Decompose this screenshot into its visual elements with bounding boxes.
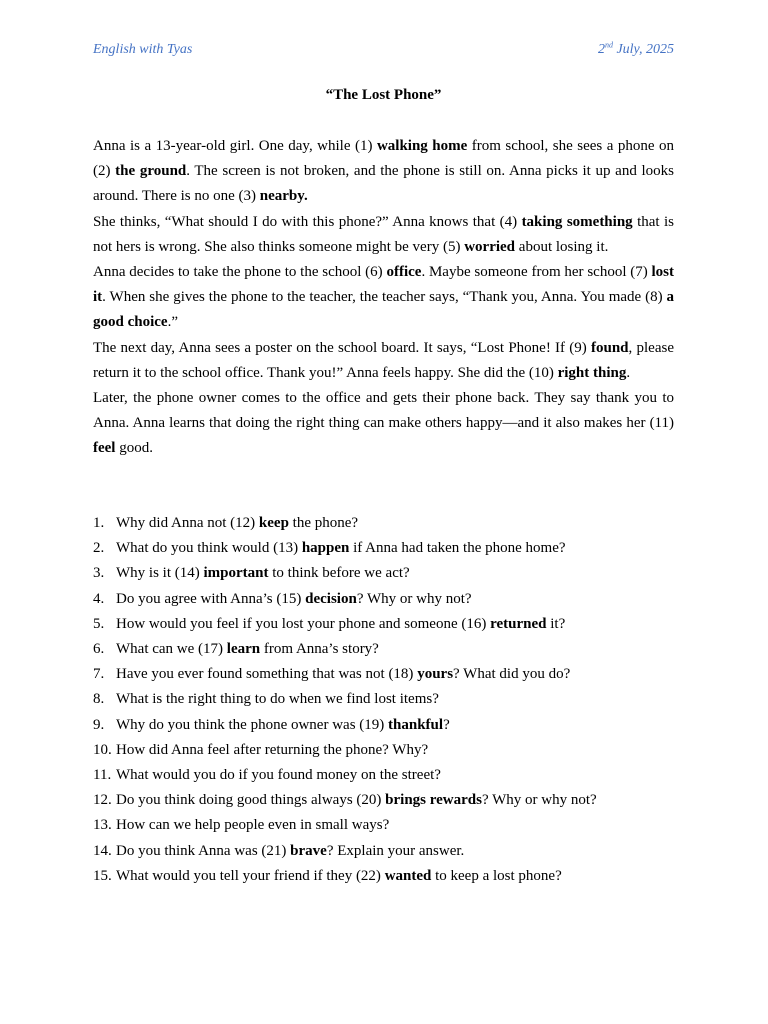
question-item	[93, 662, 674, 687]
text-run: ? What did you do?	[453, 666, 571, 683]
question-number: 6.	[93, 641, 105, 658]
question-number: 13.	[93, 817, 112, 834]
bold-term: brave	[290, 842, 327, 859]
text-run: How can we help people even in small ways?	[116, 817, 390, 834]
text-run: .	[626, 364, 631, 381]
question-item	[93, 536, 674, 561]
question-number: 2.	[93, 540, 105, 557]
bold-term: important	[203, 565, 269, 582]
text-run: What do you think would (13)	[116, 540, 302, 557]
question-item	[93, 788, 674, 813]
date-suffix: nd	[604, 40, 613, 50]
question-number: 10.	[93, 741, 112, 758]
text-run: good.	[115, 440, 153, 457]
text-run: How would you feel if you lost your phone and someone (16)	[116, 615, 491, 632]
text-run: to keep a lost phone?	[431, 867, 562, 884]
text-run: What would you tell your friend if they (22)	[116, 867, 385, 884]
question-item	[93, 511, 674, 536]
question-item	[93, 612, 674, 637]
text-run: Do you think doing good things always (20)	[116, 792, 386, 809]
bold-term: lost it	[93, 264, 675, 306]
text-run: Why is it (14)	[116, 565, 204, 582]
bold-term: keep	[258, 515, 289, 531]
question-number: 3.	[93, 565, 105, 582]
text-run: .”	[167, 314, 178, 331]
date-rest: July, 2025	[612, 42, 674, 57]
text-run: Do you think Anna was (21)	[116, 842, 291, 859]
bold-term: nearby.	[259, 188, 308, 205]
header-date	[598, 42, 674, 58]
text-run: What would you do if you found money on the street?	[116, 767, 441, 784]
question-number: 4.	[93, 590, 105, 607]
text-run: if Anna had taken the phone home?	[349, 540, 566, 557]
question-item	[93, 839, 674, 864]
page-header	[93, 42, 674, 60]
text-run: She thinks, “What should I do with this phone?” Anna knows that (4)	[93, 213, 522, 230]
bold-term: yours	[417, 666, 454, 683]
text-run: ?	[443, 716, 450, 733]
bold-term: right thing	[557, 364, 627, 381]
text-run: ? Why or why not?	[356, 590, 472, 607]
text-run: . When she gives the phone to the teacher, the teacher says, “Thank you, Anna. You made (8)	[102, 289, 667, 306]
bold-term: worried	[464, 238, 516, 255]
question-item	[93, 864, 674, 889]
text-run: to think before we act?	[268, 565, 410, 582]
question-number: 12.	[93, 792, 112, 809]
question-number: 14.	[93, 842, 112, 859]
question-number: 8.	[93, 691, 105, 708]
date-day: 2	[597, 42, 605, 57]
question-list	[93, 511, 674, 889]
bold-term: returned	[490, 615, 547, 632]
question-item	[93, 637, 674, 662]
text-run: about losing it.	[515, 238, 609, 255]
text-run: from Anna’s story?	[260, 641, 379, 658]
text-run: from school, she sees a phone on (2)	[93, 138, 674, 180]
text-run: it?	[546, 615, 566, 632]
bold-term: thankful	[388, 716, 444, 733]
story-paragraph	[93, 386, 674, 462]
question-number: 5.	[93, 615, 105, 632]
text-run: . The screen is not broken, and the phone is still on. Anna picks it up and looks around. There is no one (3)	[93, 163, 674, 205]
text-run: Anna is a 13-year-old girl. One day, while (1)	[93, 138, 377, 154]
text-run: . Maybe someone from her school (7)	[421, 264, 652, 281]
bold-term: taking something	[521, 213, 633, 230]
question-number: 11.	[93, 767, 112, 784]
text-run: the phone?	[288, 515, 359, 531]
bold-term: the ground	[115, 163, 187, 180]
question-item	[93, 763, 674, 788]
question-item	[93, 587, 674, 612]
bold-term: found	[591, 339, 629, 356]
bold-term: decision	[305, 590, 357, 607]
text-run: How did Anna feel after returning the phone? Why?	[116, 741, 429, 758]
question-item	[93, 738, 674, 763]
text-run: What can we (17)	[116, 641, 227, 658]
header-brand: English with Tyas	[93, 42, 193, 57]
bold-term: feel	[93, 440, 116, 457]
story-paragraph	[93, 210, 674, 260]
text-run: ? Explain your answer.	[326, 842, 465, 859]
question-number: 15.	[93, 867, 112, 884]
story-paragraph	[93, 336, 674, 386]
text-run: Have you ever found something that was not (18)	[116, 666, 418, 683]
question-number: 9.	[93, 716, 105, 733]
text-run: Later, the phone owner comes to the office and gets their phone back. They say thank you to Anna. Anna learns that doing the right thing can make others happy—and it also makes her (11)	[93, 390, 674, 432]
text-run: Anna decides to take the phone to the school (6)	[93, 264, 387, 281]
text-run: Why did Anna not (12)	[116, 515, 259, 531]
question-item	[93, 713, 674, 738]
bold-term: a good choice	[93, 289, 674, 331]
question-number: 7.	[93, 666, 105, 683]
story-text	[93, 134, 674, 462]
bold-term: learn	[226, 641, 261, 658]
text-run: that is not hers is wrong. She also thinks someone might be very (5)	[93, 213, 674, 255]
story-paragraph	[93, 134, 674, 210]
question-item	[93, 813, 674, 838]
text-run: What is the right thing to do when we find lost items?	[116, 691, 439, 708]
text-run: The next day, Anna sees a poster on the school board. It says, “Lost Phone! If (9)	[93, 339, 591, 356]
text-run: , please return it to the school office. Thank you!” Anna feels happy. She did the (10)	[93, 339, 674, 381]
bold-term: walking home	[376, 138, 468, 154]
question-item	[93, 687, 674, 712]
text-run: ? Why or why not?	[481, 792, 597, 809]
bold-term: wanted	[384, 867, 432, 884]
text-run: Do you agree with Anna’s (15)	[116, 590, 306, 607]
story-paragraph	[93, 260, 674, 336]
question-item	[93, 561, 674, 586]
bold-term: office	[386, 264, 422, 281]
bold-term: happen	[301, 540, 350, 557]
question-number: 1.	[93, 515, 105, 531]
text-run: Why do you think the phone owner was (19)	[116, 716, 389, 733]
document-title: “The Lost Phone”	[325, 87, 442, 103]
bold-term: brings rewards	[385, 792, 482, 809]
